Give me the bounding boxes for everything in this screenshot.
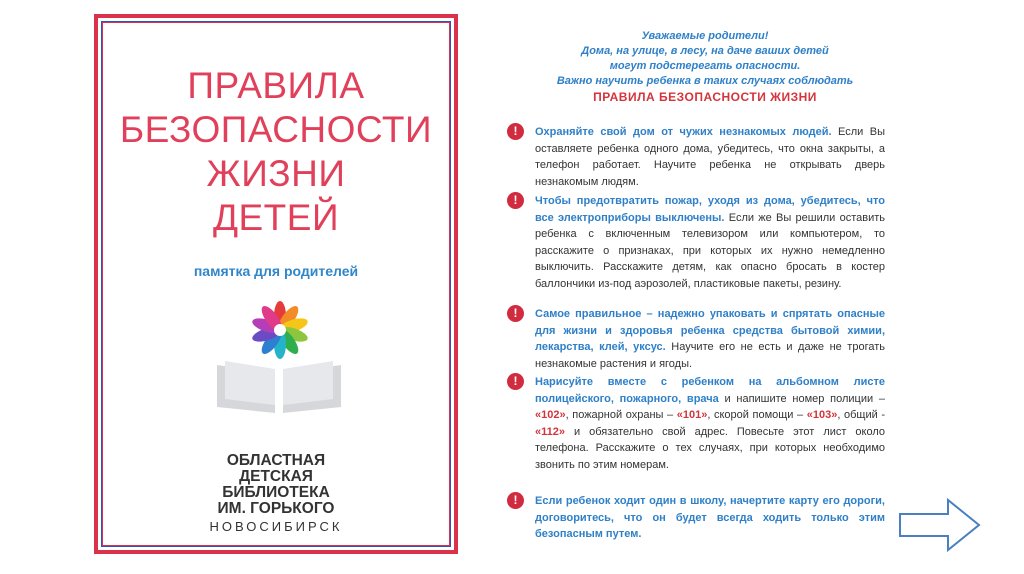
rule-body: и напишите номер полиции – xyxy=(718,392,885,405)
exclamation-icon: ! xyxy=(507,373,524,390)
rule-text xyxy=(535,374,885,473)
rule-body: Если Вы оставляете ребенка одного дома, убедитесь, что окна закрыты, а телефон работает. Научите ребенка не открывать дверь незнакомым людям. xyxy=(535,126,885,188)
library-line: ОБЛАСТНАЯ xyxy=(226,452,326,469)
rule-body: Если же Вы решили оставить ребенка с включенным телевизором или компьютером, то расскажите о признаках, при которых их нужно немедленно выключить. Расскажите детям, как опасно бросать в костер баллончики из-под аэрозолей, пластиковые пакеты, резину. xyxy=(535,211,885,290)
rule-item xyxy=(507,374,885,473)
rule-item xyxy=(507,124,885,190)
library-line: ИМ. ГОРЬКОГО xyxy=(217,500,335,517)
cover-page xyxy=(94,14,458,554)
fire-number: «101» xyxy=(676,409,708,421)
cover-title-line: ПРАВИЛА xyxy=(187,65,365,106)
rules-heading: ПРАВИЛА БЕЗОПАСНОСТИ ЖИЗНИ xyxy=(593,90,817,104)
rule-lead: Охраняйте свой дом от чужих незнакомых людей. xyxy=(535,126,832,138)
rule-lead: Если ребенок ходит один в школу, начертите карту его дороги, договоритесь, что он будет всегда ходить только этим безопасным путем. xyxy=(535,495,885,540)
police-number: «102» xyxy=(535,409,566,421)
intro-text xyxy=(530,29,880,89)
cover-title-line: БЕЗОПАСНОСТИ xyxy=(119,109,433,150)
intro-line: Дома, на улице, в лесу, на даче ваших детей xyxy=(581,45,829,57)
exclamation-icon: ! xyxy=(507,192,524,209)
intro-line: Важно научить ребенка в таких случаях соблюдать xyxy=(556,75,854,87)
cover-title-line: ДЕТЕЙ xyxy=(212,197,340,238)
cover-title-line: ЖИЗНИ xyxy=(206,153,346,194)
rule-body: , пожарной охраны – xyxy=(565,409,677,421)
rule-body: , общий - xyxy=(837,409,886,421)
rule-body: и обязательно свой адрес. Повесьте этот лист около телефона. Расскажите о тех случаях, при которых необходимо звонить по этим номерам. xyxy=(535,425,885,471)
exclamation-icon: ! xyxy=(507,123,524,140)
next-arrow-icon[interactable] xyxy=(898,497,982,553)
intro-line: могут подстерегать опасности. xyxy=(609,60,801,72)
rule-body: , скорой помощи – xyxy=(707,409,807,421)
rule-item xyxy=(507,493,885,543)
library-line: ДЕТСКАЯ xyxy=(239,468,313,485)
rule-lead: Самое правильное – надежно упаковать и спрятать опасные для жизни и здоровья ребенка средства бытовой химии, лекарства, клей, уксус. xyxy=(535,308,885,353)
rule-text xyxy=(535,124,885,190)
library-name xyxy=(98,453,454,535)
rule-body: Научите его не есть и даже не трогать незнакомые растения и ягоды. xyxy=(535,341,885,370)
exclamation-icon: ! xyxy=(507,305,524,322)
ambulance-number: «103» xyxy=(806,409,838,421)
rule-lead: Нарисуйте вместе с ребенком на альбомном листе полицейского, пожарного, врача xyxy=(535,376,885,405)
rule-text xyxy=(535,306,885,372)
exclamation-icon: ! xyxy=(507,492,524,509)
intro-line: Уважаемые родители! xyxy=(641,30,769,42)
open-book-icon xyxy=(213,355,345,415)
rule-text xyxy=(535,493,885,543)
cover-title xyxy=(98,64,454,240)
rule-item xyxy=(507,193,885,292)
rule-text xyxy=(535,193,885,292)
library-city: НОВОСИБИРСК xyxy=(209,519,343,534)
cover-subtitle: памятка для родителей xyxy=(193,263,359,279)
library-line: БИБЛИОТЕКА xyxy=(222,484,330,501)
rule-item xyxy=(507,306,885,372)
rule-lead: Чтобы предотвратить пожар, уходя из дома, убедитесь, что все электроприборы выключены. xyxy=(535,195,885,224)
emergency-number: «112» xyxy=(535,425,565,438)
